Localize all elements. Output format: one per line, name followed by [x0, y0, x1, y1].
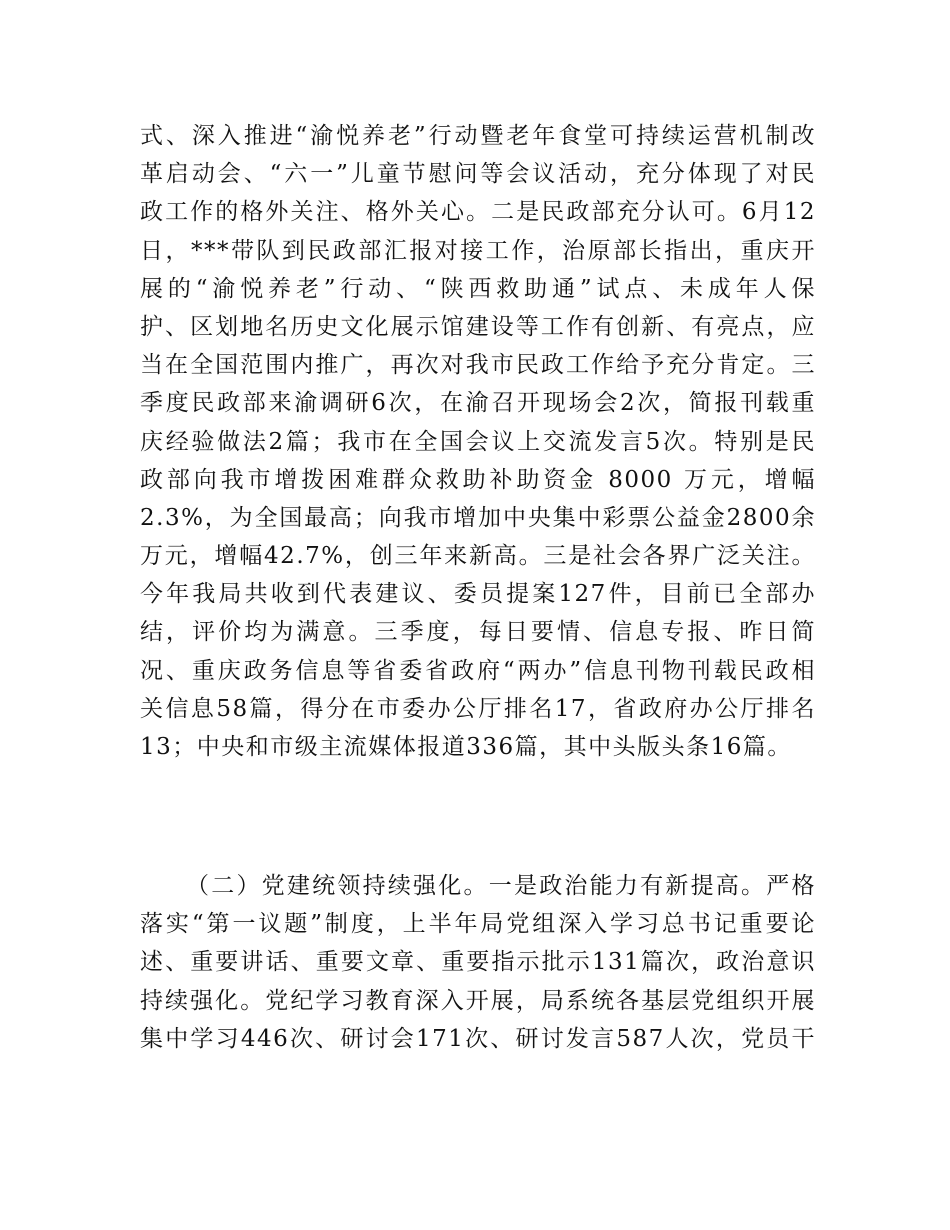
- text-line: 2.3%，为全国最高；向我市增加中央集中彩票公益金2800余: [140, 504, 816, 531]
- section-heading-line: （二）党建统领持续强化。一是政治能力有新提高。严格: [186, 873, 816, 899]
- text-line: 展的“渝悦养老”行动、“陕西救助通”试点、未成年人保: [140, 275, 816, 302]
- text-line: 式、深入推进“渝悦养老”行动暨老年食堂可持续运营机制改: [140, 123, 816, 149]
- paragraph-2: [140, 867, 816, 1058]
- text-line: 持续强化。党纪学习教育深入开展，局系统各基层党组织开展: [140, 987, 816, 1014]
- text-line: 政部向我市增拨困难群众救助补助资金 8000 万元，增幅: [140, 466, 816, 493]
- text-line: 季度民政部来渝调研6次，在渝召开现场会2次，简报刊载重: [140, 390, 816, 417]
- text-line: 13；中央和市级主流媒体报道336篇，其中头版头条16篇。: [140, 734, 792, 760]
- text-line: 今年我局共收到代表建议、委员提案127件，目前已全部办: [140, 581, 816, 608]
- text-line: 落实“第一议题”制度，上半年局党组深入学习总书记重要论: [140, 911, 816, 938]
- text-line: 结，评价均为满意。三季度，每日要情、信息专报、昨日简: [140, 619, 816, 646]
- text-line: 述、重要讲话、重要文章、重要指示批示131篇次，政治意识: [140, 949, 816, 976]
- text-line: 护、区划地名历史文化展示馆建设等工作有创新、有亮点，应: [140, 313, 816, 340]
- text-line: 当在全国范围内推广，再次对我市民政工作给予充分肯定。三: [140, 352, 816, 379]
- text-line: 万元，增幅42.7%，创三年来新高。三是社会各界广泛关注。: [140, 543, 816, 570]
- text-line: 政工作的格外关注、格外关心。二是民政部充分认可。6月12: [140, 199, 816, 226]
- text-line: 日，***带队到民政部汇报对接工作，治原部长指出，重庆开: [140, 237, 816, 264]
- text-line: 况、重庆政务信息等省委省政府“两办”信息刊物刊载民政相: [140, 657, 816, 684]
- text-line: 庆经验做法2篇；我市在全国会议上交流发言5次。特别是民: [140, 428, 816, 455]
- paragraph-1: [140, 117, 816, 766]
- text-line: 革启动会、“六一”儿童节慰问等会议活动，充分体现了对民: [140, 161, 816, 188]
- text-line: 关信息58篇，得分在市委办公厅排名17，省政府办公厅排名: [140, 695, 816, 722]
- text-line: 集中学习446次、研讨会171次、研讨发言587人次，党员干: [140, 1025, 816, 1052]
